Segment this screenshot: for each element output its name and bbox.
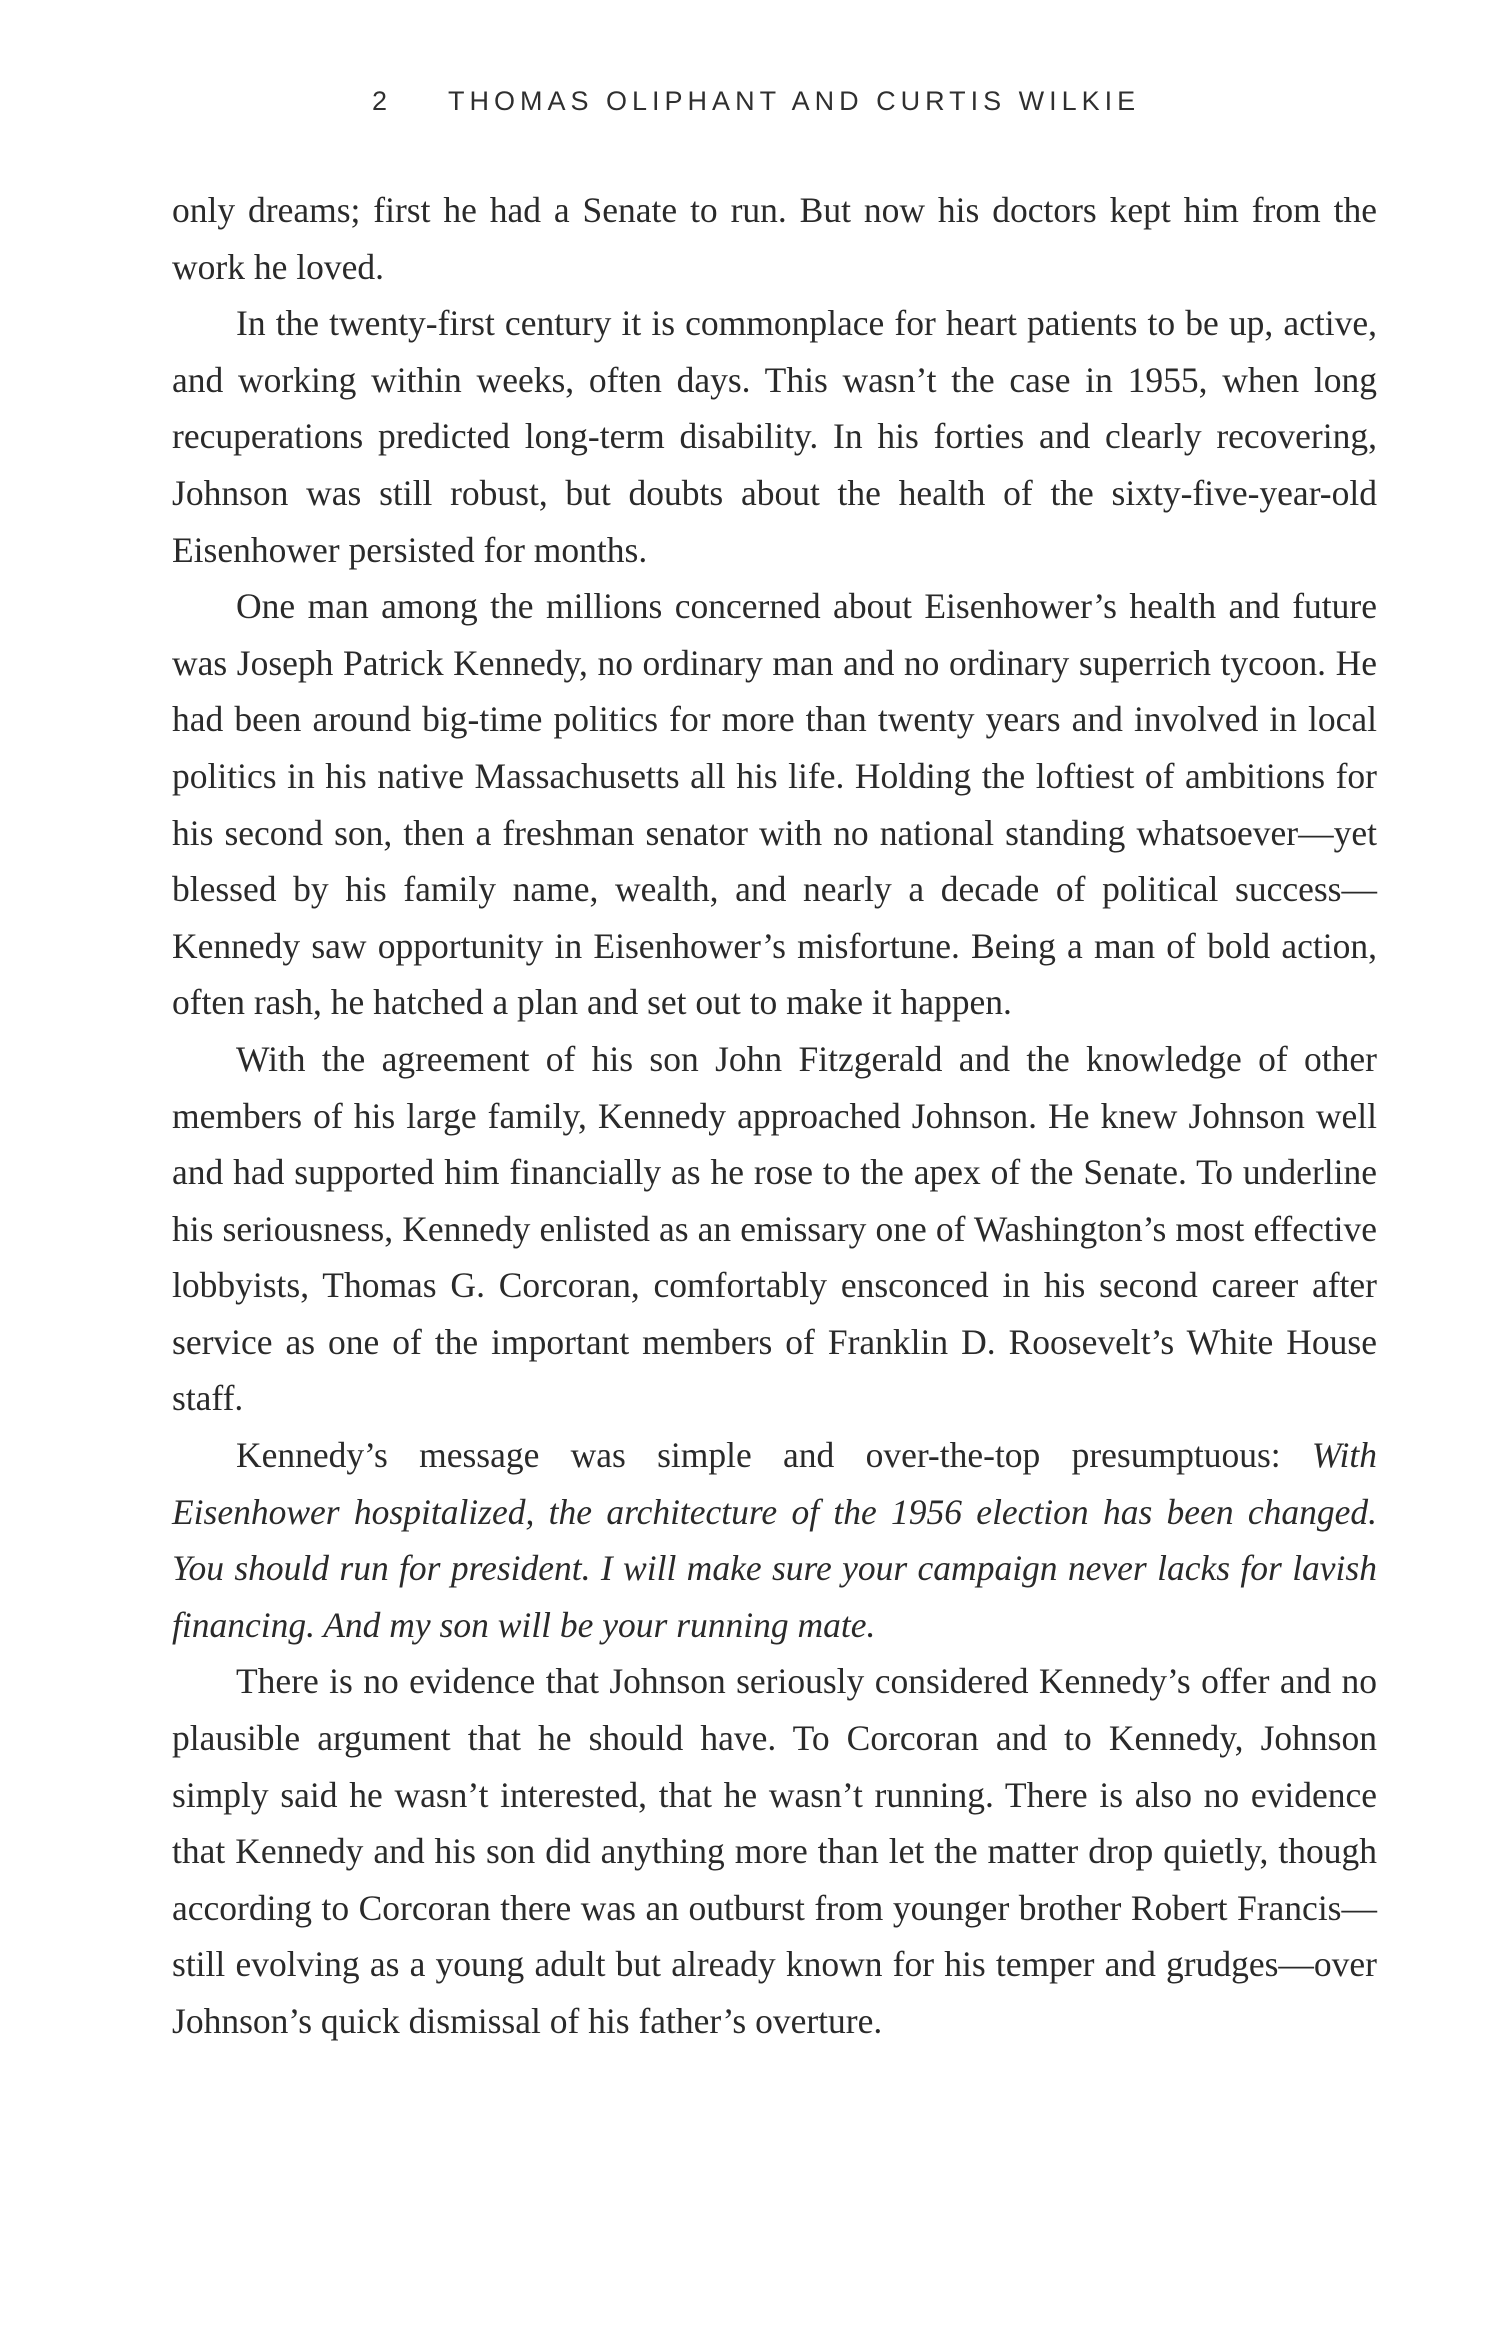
paragraph-2: In the twenty-first century it is commonplace for heart patients to be up, active, and working within weeks, often days. This wasn’t the case in 1955, when long recuperations predicted long-term disability. In his forties and clearly recovering, Johnson was still robust, but doubts about the health of the sixty-five-year-old Eisenhower persisted for months. xyxy=(172,303,1377,570)
paragraph-1: only dreams; first he had a Senate to run. But now his doctors kept him from the work he loved. xyxy=(172,190,1377,287)
running-header xyxy=(372,86,1192,117)
paragraph-3: One man among the millions concerned about Eisenhower’s health and future was Joseph Patrick Kennedy, no ordinary man and no ordinary superrich tycoon. He had been around big-time politics for more than twenty years and involved in local politics in his native Massachusetts all his life. Holding the loftiest of ambitions for his second son, then a freshman senator with no national standing whatsoever—yet blessed by his family name, wealth, and nearly a decade of political success—Kennedy saw opportunity in Eisenhower’s misfortune. Being a man of bold action, often rash, he hatched a plan and set out to make it happen. xyxy=(172,586,1377,1023)
paragraph-6: There is no evidence that Johnson seriously considered Kennedy’s offer and no plausible argument that he should have. To Corcoran and to Kennedy, Johnson simply said he wasn’t interested, that he wasn’t running. There is also no evidence that Kennedy and his son did anything more than let the matter drop quietly, though according to Corcoran there was an outburst from younger brother Robert Francis—still evolving as a young adult but already known for his temper and grudges—over Johnson’s quick dismissal of his father’s overture. xyxy=(172,1661,1377,2041)
paragraph-4: With the agreement of his son John Fitzgerald and the knowledge of other members of his large family, Kennedy approached Johnson. He knew Johnson well and had supported him financially as he rose to the apex of the Senate. To underline his seriousness, Kennedy enlisted as an emissary one of Washington’s most effective lobbyists, Thomas G. Corcoran, comfortably ensconced in his second career after service as one of the important members of Franklin D. Roosevelt’s White House staff. xyxy=(172,1038,1377,1419)
body-text xyxy=(172,182,1377,2050)
quoted-message: With Eisenhower hospitalized, the architecture of the 1956 election has been changed. You should run for president. I will make sure your campaign never lacks for lavish financing. And my son will be your running mate. xyxy=(172,1435,1378,1645)
message-lead: Kennedy’s message was simple and over-the-top presumptuous: xyxy=(236,1435,1281,1476)
running-title: THOMAS OLIPHANT AND CURTIS WILKIE xyxy=(448,86,1141,116)
page-number: 2 xyxy=(372,86,393,116)
paragraph-5 xyxy=(172,1427,1377,1653)
